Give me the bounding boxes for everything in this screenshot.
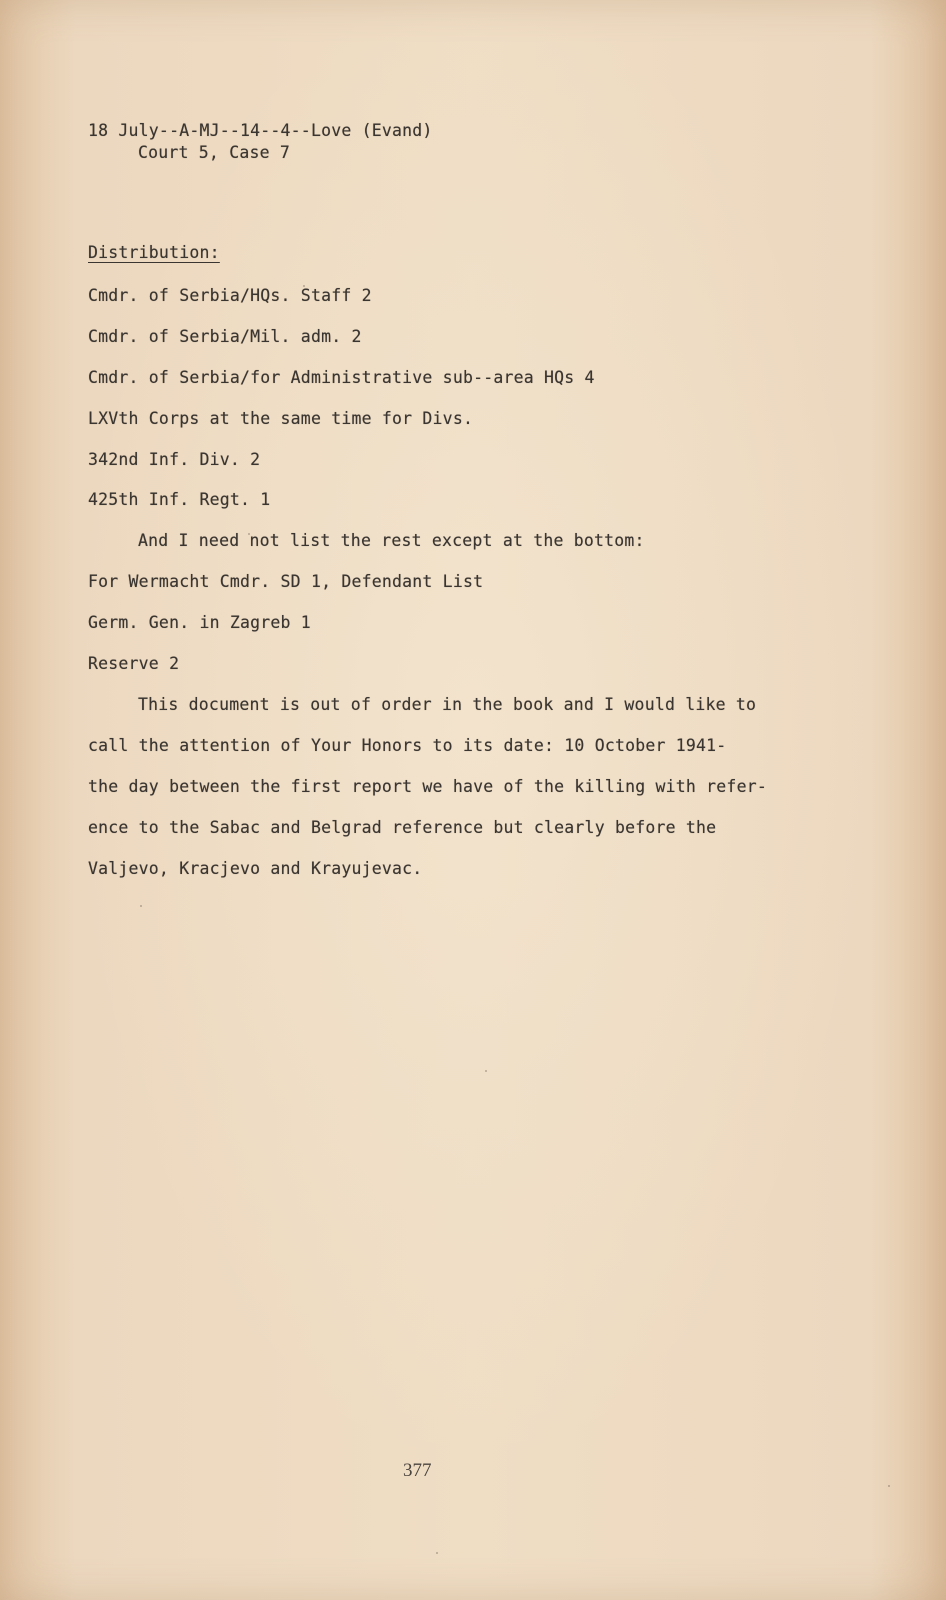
- header-court-case: Court 5, Case 7: [138, 143, 291, 162]
- distribution-item: Cmdr. of Serbia/HQs. Staff 2: [88, 286, 372, 305]
- distribution-heading: Distribution:: [88, 243, 220, 262]
- paper-speck: [303, 285, 305, 287]
- distribution-item: 342nd Inf. Div. 2: [88, 450, 261, 469]
- distribution-item: For Wermacht Cmdr. SD 1, Defendant List: [88, 572, 484, 591]
- body-line: Valjevo, Kracjevo and Krayujevac.: [88, 859, 423, 878]
- page-number: 377: [403, 1460, 432, 1481]
- paper-speck: [888, 1485, 890, 1487]
- body-line: ence to the Sabac and Belgrad reference but clearly before the: [88, 818, 717, 837]
- distribution-note: And I need not list the rest except at the bottom:: [138, 531, 645, 550]
- distribution-item: 425th Inf. Regt. 1: [88, 490, 271, 509]
- body-line: the day between the first report we have of the killing with refer-: [88, 777, 767, 796]
- body-line: This document is out of order in the book and I would like to: [138, 695, 757, 714]
- body-line: call the attention of Your Honors to its date: 10 October 1941-: [88, 736, 727, 755]
- header-reference: 18 July--A-MJ--14--4--Love (Evand): [88, 121, 433, 140]
- paper-speck: [140, 905, 142, 907]
- paper-speck: [248, 533, 250, 535]
- distribution-item: LXVth Corps at the same time for Divs.: [88, 409, 474, 428]
- paper-speck: [485, 1070, 487, 1072]
- distribution-item: Cmdr. of Serbia/Mil. adm. 2: [88, 327, 362, 346]
- paper-speck: [436, 1552, 438, 1554]
- distribution-item: Reserve 2: [88, 654, 180, 673]
- distribution-item: Cmdr. of Serbia/for Administrative sub--area HQs 4: [88, 368, 595, 387]
- distribution-item: Germ. Gen. in Zagreb 1: [88, 613, 311, 632]
